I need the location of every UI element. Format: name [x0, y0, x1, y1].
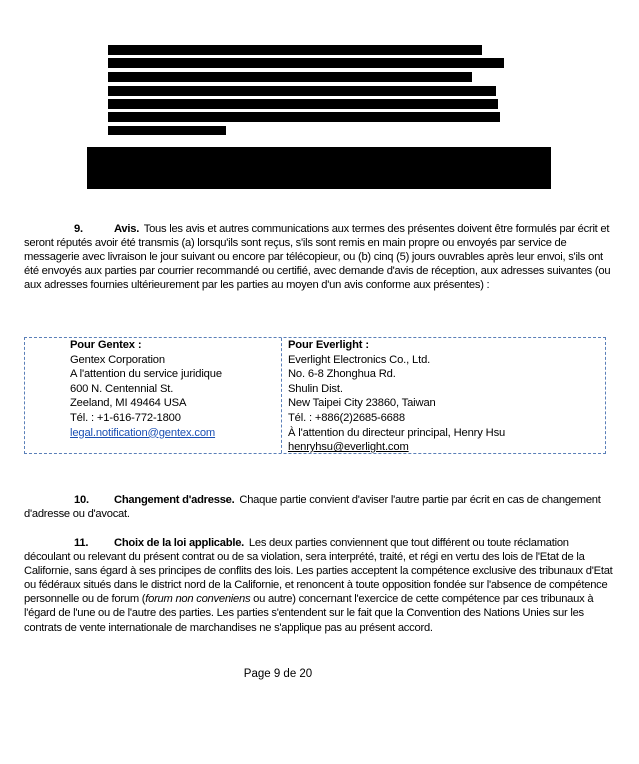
- gentex-address: [70, 338, 222, 440]
- redaction-bar: [108, 72, 472, 82]
- everlight-address: [288, 338, 505, 455]
- address-line: Tél. : +886(2)2685-6688: [288, 411, 405, 424]
- redaction-bar: [108, 126, 226, 135]
- redaction-bar: [108, 112, 500, 122]
- gentex-email-link[interactable]: legal.notification@gentex.com: [70, 426, 216, 439]
- section-text: ou autre) concernant l'exercice de cette compétence par ces tribunaux à l'égard de l'une ou de l'autre des parties. Les parties s'entendent sur le fait que la Convention des Nations Unies sur les contrats de vente internationale de marchandises ne s'applique pas au présent accord.: [24, 593, 594, 634]
- address-line: Shulin Dist.: [288, 382, 343, 395]
- section-11: [24, 536, 614, 635]
- redaction-bar: [87, 147, 551, 189]
- gentex-heading: Pour Gentex :: [70, 339, 142, 351]
- section-text: Tous les avis et autres communications aux termes des présentes doivent être formulés par écrit et seront réputés avoir été transmis (a) lorsqu'ils sont reçus, s'ils sont remis en main propre ou envoyés par service de messagerie avec livraison le jour suivant ou encore par télécopieur, ou (b) cinq (5) jours ouvrables après leur envoi, s'ils ont été envoyés aux parties par courrier recommandé ou certifié, avec demande d'avis de réception, aux adresses suivantes (ou aux adresses fournies ultérieurement par les parties au moyen d'un avis conforme aux présentes) :: [24, 223, 611, 292]
- section-text: Les deux parties conviennent que tout différent ou toute réclamation découlant ou relevant du présent contrat ou de sa violation, sera interprété, traité, et régi en vertu des lois de l'Etat de la Californie, sans égard à ses principes de conflits des lois. Les parties acceptent la compétence exclusive des tribunaux d'Etat ou fédéraux situés dans le district nord de la Californie, et renoncent à toute opposition fondée sur l'absence de compétence personnelle ou de forum (: [24, 537, 613, 606]
- address-line: Zeeland, MI 49464 USA: [70, 397, 187, 410]
- redaction-bar: [108, 45, 482, 55]
- everlight-email-link[interactable]: henryhsu@everlight.com: [288, 441, 409, 454]
- redaction-bar: [108, 86, 496, 96]
- everlight-heading: Pour Everlight :: [288, 339, 369, 351]
- address-line: New Taipei City 23860, Taiwan: [288, 397, 436, 410]
- section-text: Chaque partie convient d'aviser l'autre partie par écrit en cas de changement d'adresse ou d'avocat.: [24, 494, 601, 521]
- section-heading: Changement d'adresse.: [114, 494, 235, 506]
- section-number: 10.: [74, 494, 89, 506]
- address-line: Gentex Corporation: [70, 353, 165, 366]
- address-table: [24, 337, 606, 454]
- address-line: Tél. : +1-616-772-1800: [70, 411, 181, 424]
- page-number: Page 9 de 20: [243, 668, 313, 680]
- section-10: [24, 493, 614, 521]
- address-line: A l'attention du service juridique: [70, 368, 222, 381]
- section-number: 11.: [74, 537, 89, 549]
- section-heading: Avis.: [114, 223, 140, 235]
- address-line: Everlight Electronics Co., Ltd.: [288, 353, 431, 366]
- section-text-italic: forum non conveniens: [145, 593, 251, 606]
- redaction-bar: [108, 58, 504, 68]
- section-number: 9.: [74, 223, 83, 235]
- address-line: 600 N. Centennial St.: [70, 382, 174, 395]
- address-divider: [281, 338, 282, 453]
- section-heading: Choix de la loi applicable.: [114, 537, 245, 549]
- section-9: [24, 222, 614, 292]
- redaction-bar: [108, 99, 498, 109]
- address-line: À l'attention du directeur principal, Henry Hsu: [288, 426, 506, 439]
- address-line: No. 6-8 Zhonghua Rd.: [288, 368, 396, 381]
